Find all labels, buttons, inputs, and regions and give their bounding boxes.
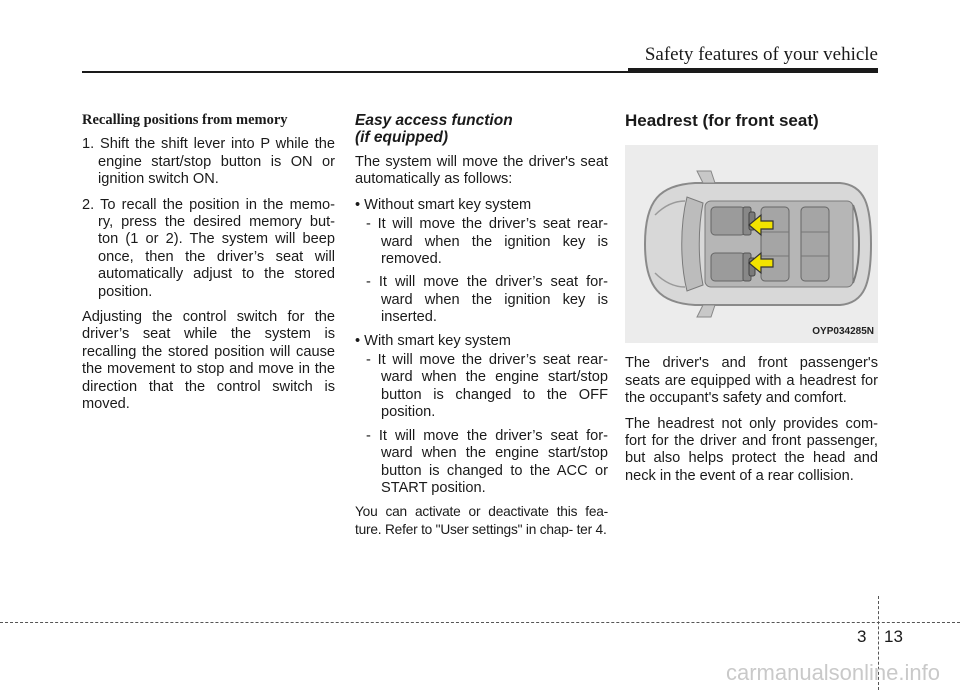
header-rule-accent <box>628 68 878 72</box>
footer-rule <box>0 622 960 623</box>
easy-access-heading-line1: Easy access function <box>355 112 513 129</box>
easy-access-heading-line2: (if equipped) <box>355 129 448 146</box>
page-number: 13 <box>884 627 903 646</box>
figure-code: OYP034285N <box>812 326 874 337</box>
headrest-paragraph-1: The driver's and front passenger's seats are equipped with a headrest for the occupant's safety and comfort. <box>625 355 878 407</box>
recall-step-2: 2. To recall the position in the memo- ry, press the desired memory but- ton (1 or 2). The system will beep once, then the driver’s seat will automatically adjust to the stored position. <box>82 196 335 300</box>
bullet-without-smart-key: • Without smart key system <box>355 196 532 213</box>
recall-step-1: 1. Shift the shift lever into P while the engine start/stop button is ON or ignition switch ON. <box>82 136 335 188</box>
recall-heading: Recalling positions from memory <box>82 112 288 128</box>
column-middle <box>355 112 608 546</box>
column-left <box>82 112 335 422</box>
easy-access-note: You can activate or deactivate this fea- ture. Refer to "User settings" in chap- ter 4. <box>355 504 608 537</box>
bullet-with-smart-key: • With smart key system <box>355 332 511 349</box>
headrest-figure <box>625 145 878 343</box>
watermark: carmanualsonline.info <box>725 660 940 685</box>
without-key-rearward: - It will move the driver’s seat rear- ward when the ignition key is removed. <box>366 216 608 268</box>
with-key-rearward: - It will move the driver’s seat rear- ward when the engine start/stop button is changed to the OFF position. <box>366 352 608 421</box>
headrest-heading: Headrest (for front seat) <box>625 111 819 130</box>
easy-access-heading <box>355 112 608 146</box>
chapter-number: 3 <box>857 627 867 646</box>
recall-paragraph: Adjusting the control switch for the driver’s seat while the system is recalling the stored position will cause the movement to stop and move in the direction that the control switch is moved. <box>82 309 335 413</box>
section-header-title: Safety features of your vehicle <box>644 44 878 65</box>
with-key-forward: - It will move the driver’s seat for- ward when the engine start/stop button is changed to the ACC or START position. <box>366 427 608 496</box>
headrest-paragraph-2: The headrest not only provides com- fort for the driver and front passenger, but also helps protect the head and neck in the event of a rear collision. <box>625 415 878 484</box>
column-right <box>625 112 878 493</box>
vehicle-top-view-image <box>625 145 878 343</box>
easy-access-intro: The system will move the driver's seat automatically as follows: <box>355 154 608 188</box>
without-key-forward: - It will move the driver’s seat for- ward when the ignition key is inserted. <box>366 274 608 326</box>
